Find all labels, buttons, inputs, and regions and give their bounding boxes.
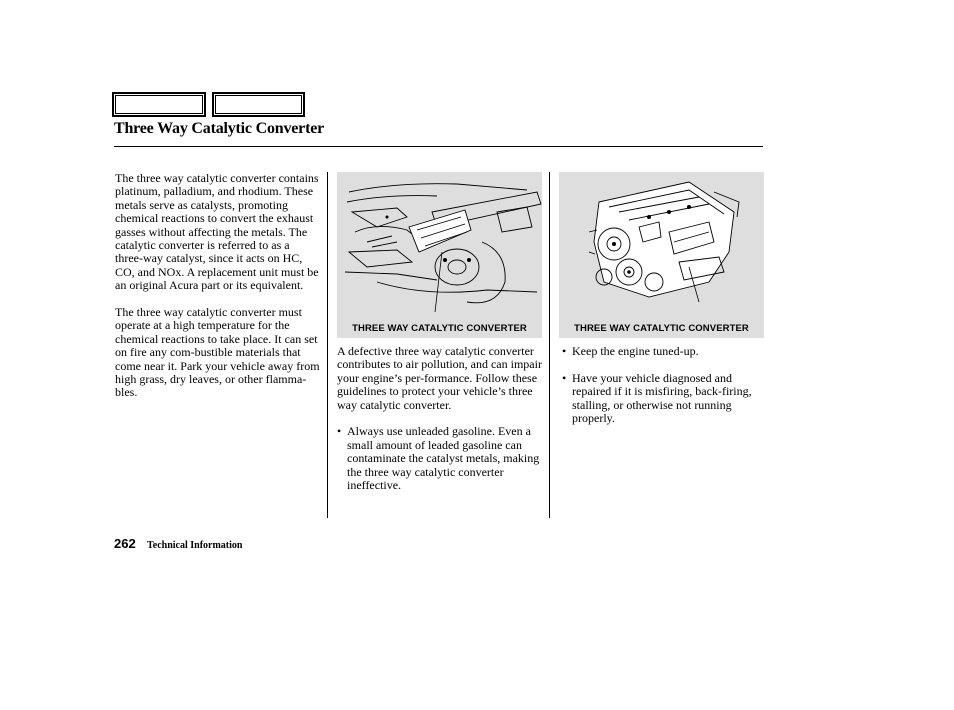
column-divider <box>549 172 550 518</box>
bullet-icon: • <box>337 424 342 439</box>
column-1 <box>115 172 320 413</box>
list-item <box>337 425 545 492</box>
figure-caption: THREE WAY CATALYTIC CONVERTER <box>352 323 527 334</box>
list-item <box>562 345 762 358</box>
bullet-icon: • <box>562 344 567 358</box>
underbody-illustration <box>337 172 542 322</box>
paragraph: The three way catalytic converter must operate at a high temperature for the chemical reactions to take place. It can set on fire any com-bustible materials that come near it. Park your vehicle away from high grass, dry leaves, or other flamma-bles. <box>115 305 320 400</box>
bullet-icon: • <box>562 370 567 385</box>
list-item <box>562 372 762 426</box>
page-number: 262 <box>114 536 136 551</box>
list-item-text: Have your vehicle diagnosed and repaired if it is misfiring, back-firing, stalling, or otherwise not running properly. <box>572 370 752 426</box>
title-rule <box>114 146 763 147</box>
catalytic-converter-underbody-figure <box>337 172 542 338</box>
section-label: Technical Information <box>147 540 243 551</box>
engine-figure <box>559 172 764 338</box>
column-2 <box>337 345 545 506</box>
engine-illustration <box>559 172 764 322</box>
list-item-text: Always use unleaded gasoline. Even a small amount of leaded gasoline can contaminate the catalyst metals, making the three way catalytic converter ineffective. <box>347 424 540 493</box>
column-3 <box>562 345 762 439</box>
column-divider <box>327 172 328 518</box>
page-title: Three Way Catalytic Converter <box>114 120 325 137</box>
paragraph: A defective three way catalytic converter contributes to air pollution, and can impair your engine’s per-formance. Follow these guidelines to protect your vehicle’s three way catalytic converter. <box>337 344 542 412</box>
nav-tab-2[interactable] <box>212 92 305 117</box>
paragraph: The three way catalytic converter contains platinum, palladium, and rhodium. These metals serve as catalysts, promoting chemical reactions to convert the exhaust gasses without affecting the metals. The catalytic converter is referred to as a three-way catalyst, since it acts on HC, CO, and NOx. A replacement unit must be an original Acura part or its equivalent. <box>115 171 319 293</box>
list-item-text: Keep the engine tuned-up. <box>572 344 699 358</box>
figure-caption: THREE WAY CATALYTIC CONVERTER <box>574 323 749 334</box>
nav-tab-1[interactable] <box>112 92 206 117</box>
